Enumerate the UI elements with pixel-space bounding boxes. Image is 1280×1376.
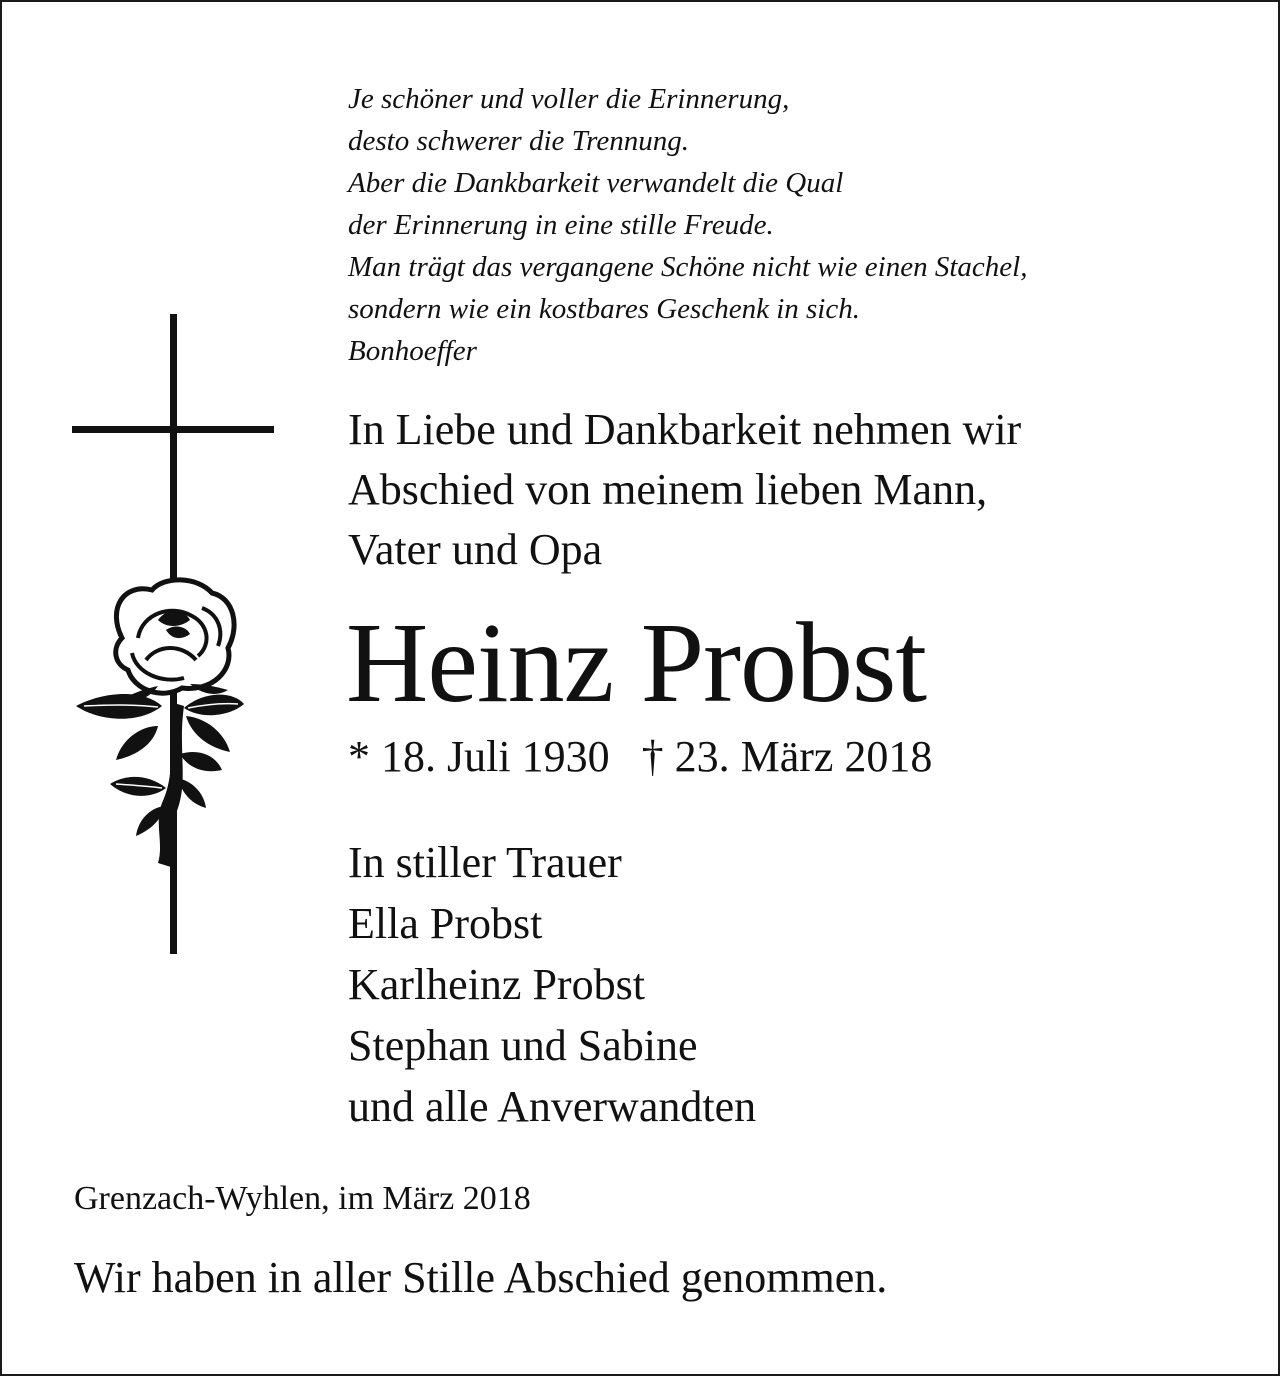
poem [348, 78, 1228, 372]
poem-line: Aber die Dankbarkeit verwandelt die Qual [348, 167, 844, 199]
closing-statement: Wir haben in aller Stille Abschied genommen. [74, 1253, 888, 1302]
deceased-name: Heinz Probst [346, 599, 927, 726]
mourner-name: Stephan und Sabine [348, 1021, 698, 1070]
mourners-list [348, 832, 756, 1137]
mourner-name: und alle Anverwandten [348, 1082, 757, 1131]
life-dates [348, 727, 932, 787]
rose-icon [76, 580, 244, 868]
place-date: Grenzach-Wyhlen, im März 2018 [74, 1180, 531, 1217]
poem-line: der Erinnerung in eine stille Freude. [348, 209, 774, 241]
mourners-heading: In stiller Trauer [348, 838, 622, 887]
poem-line: sondern wie ein kostbares Geschenk in sich. [348, 293, 860, 325]
birth-date: * 18. Juli 1930 [348, 732, 610, 781]
cross-with-rose [62, 308, 292, 968]
poem-line: Man trägt das vergangene Schöne nicht wie einen Stachel, [348, 251, 1028, 283]
intro-line: Vater und Opa [348, 525, 603, 574]
intro-text [348, 400, 1248, 580]
intro-line: In Liebe und Dankbarkeit nehmen wir [348, 405, 1022, 454]
poem-line: desto schwerer die Trennung. [348, 125, 689, 157]
mourner-name: Karlheinz Probst [348, 960, 645, 1009]
mourner-name: Ella Probst [348, 899, 543, 948]
poem-author: Bonhoeffer [348, 335, 477, 367]
poem-line: Je schöner und voller die Erinnerung, [348, 83, 790, 115]
intro-line: Abschied von meinem lieben Mann, [348, 465, 988, 514]
death-date: † 23. März 2018 [641, 732, 933, 781]
